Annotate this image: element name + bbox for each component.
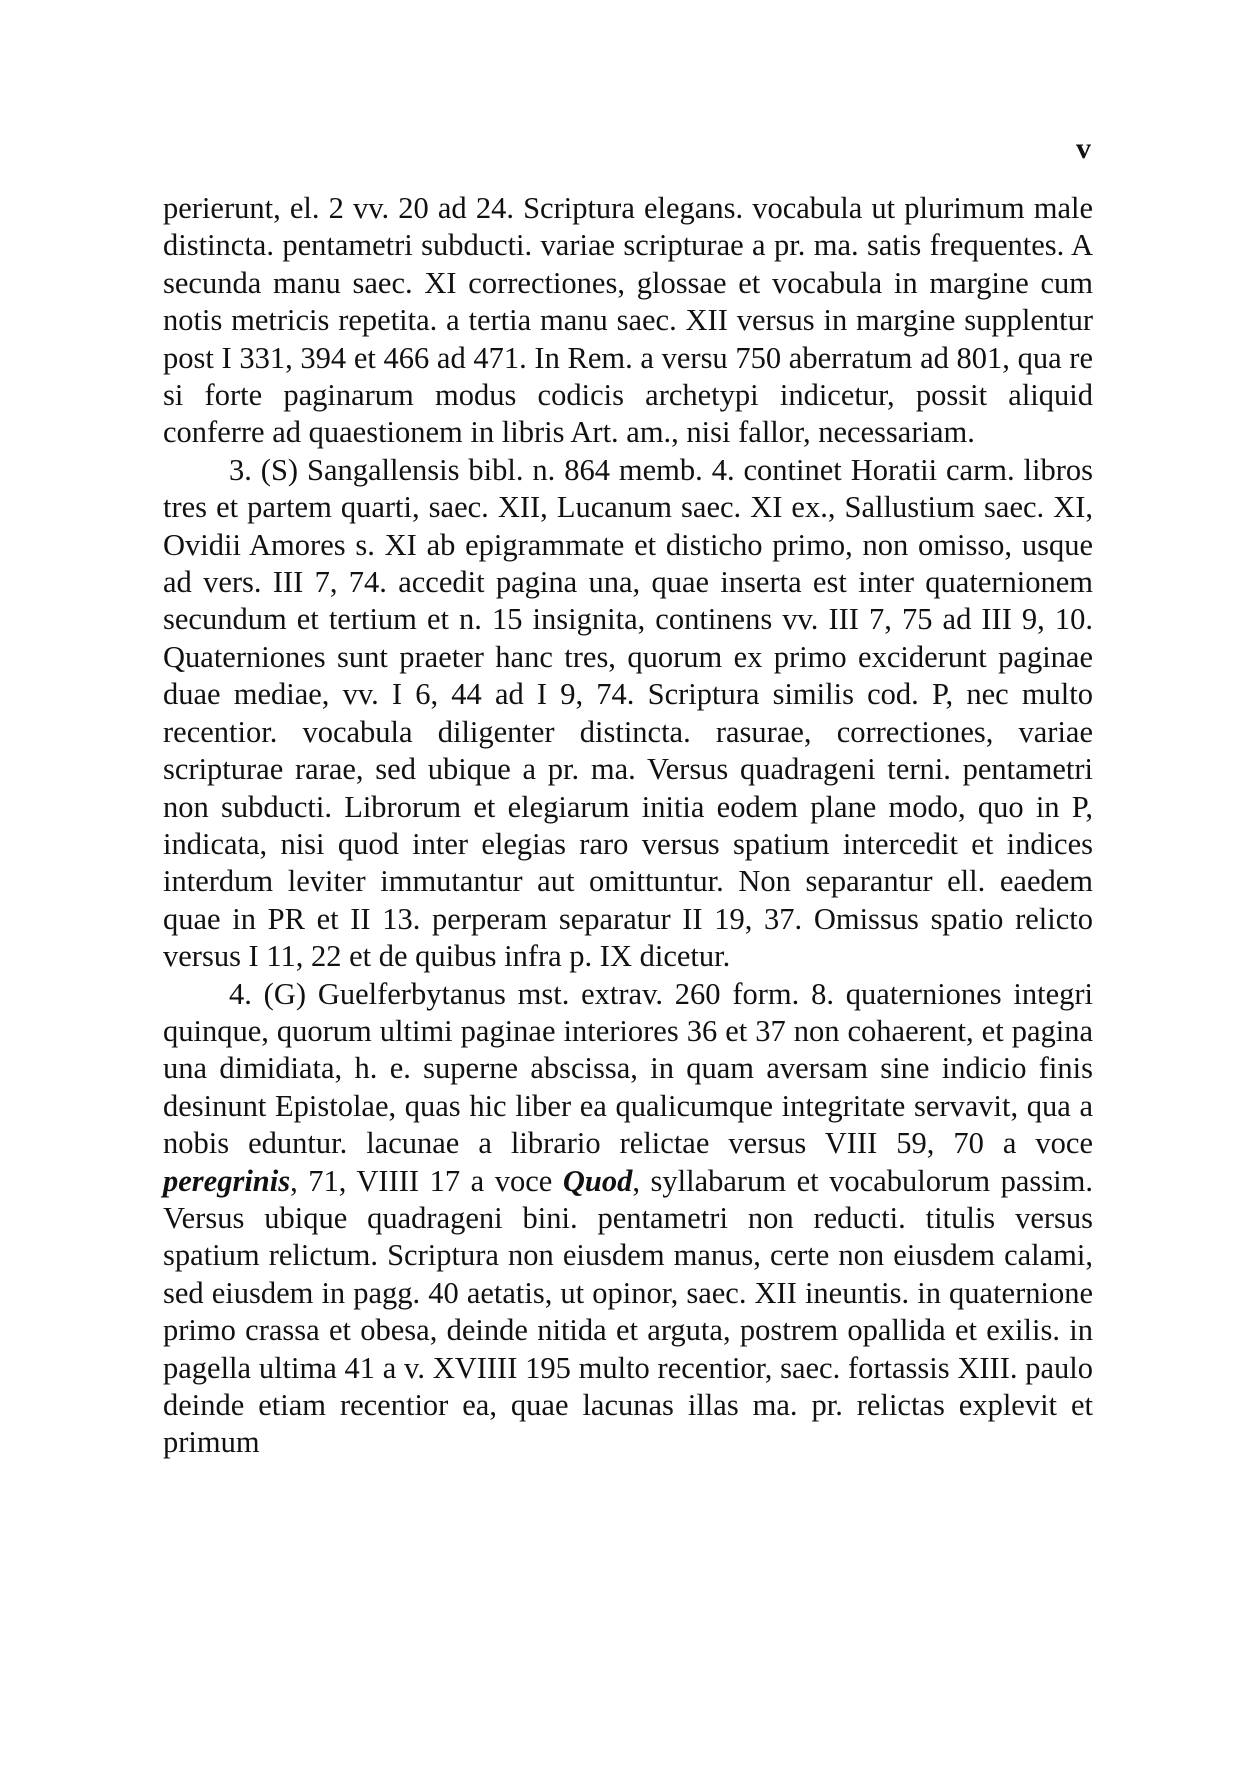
paragraph-1: perierunt, el. 2 vv. 20 ad 24. Scriptura elegans. vocabula ut plurimum male distincta. pentametri subducti. variae scripturae a pr. ma. satis frequentes. A secunda manu saec. XI correctiones, glossae et vocabula in margine cum notis metricis repetita. a tertia manu saec. XII versus in margine supplentur post I 331, 394 et 466 ad 471. In Rem. a versu 750 aberratum ad 801, qua re si forte paginarum modus codicis archetypi indicetur, possit aliquid conferre ad quaestionem in libris Art. am., nisi fallor, necessariam. xyxy=(163,191,1093,450)
italic-peregrinis: peregrinis xyxy=(163,1163,291,1198)
body-text xyxy=(163,190,1093,1462)
paragraph-3-part-1: 4. (G) Guelferbytanus mst. extrav. 260 form. 8. quaterniones integri quinque, quorum ultimi paginae interiores 36 et 37 non cohaerent, et pagina una dimidiata, h. e. superne abscissa, in quam aversam sine indicio finis desinunt Epistolae, quas hic liber ea qualicumque integritate servavit, qua a nobis eduntur. lacunae a librario relictae versus VIII 59, 70 a voce xyxy=(163,976,1093,1161)
paragraph-3-part-2: , 71, VIIII 17 a voce xyxy=(290,1163,563,1198)
italic-quod: Quod xyxy=(562,1163,633,1198)
paragraph-3 xyxy=(163,976,1093,1462)
paragraph-2: 3. (S) Sangallensis bibl. n. 864 memb. 4. continet Horatii carm. libros tres et partem quarti, saec. XII, Lucanum saec. XI ex., Sallustium saec. XI, Ovidii Amores s. XI ab epigrammate et disticho primo, non omisso, usque ad vers. III 7, 74. accedit pagina una, quae inserta est inter quaternionem secundum et tertium et n. 15 insignita, continens vv. III 7, 75 ad III 9, 10. Quaterniones sunt praeter hanc tres, quorum ex primo exciderunt paginae duae mediae, vv. I 6, 44 ad I 9, 74. Scriptura similis cod. P, nec multo recentior. vocabula diligenter distincta. rasurae, correctiones, variae scripturae rarae, sed ubique a pr. ma. Versus quadrageni terni. pentametri non subducti. Librorum et elegiarum initia eodem plane modo, quo in P, indicata, nisi quod inter elegias raro versus spatium intercedit et indices interdum leviter immutantur aut omittuntur. Non separantur ell. eaedem quae in PR et II 13. perperam separatur II 19, 37. Omissus spatio relicto versus I 11, 22 et de quibus infra p. IX dicetur. xyxy=(163,452,1093,974)
page-number: v xyxy=(1076,132,1091,165)
paragraph-3-part-3: , syllabarum et vocabulorum passim. Versus ubique quadrageni bini. pentametri non reducti. titulis versus spatium relictum. Scriptura non eiusdem manus, certe non eiusdem calami, sed eiusdem in pagg. 40 aetatis, ut opinor, saec. XII ineuntis. in quaternione primo crassa et obesa, deinde nitida et arguta, postrem opallida et exilis. in pagella ultima 41 a v. XVIIII 195 multo recentior, saec. fortassis XIII. paulo deinde etiam recentior ea, quae lacunas illas ma. pr. relictas explevit et primum xyxy=(163,1163,1093,1460)
